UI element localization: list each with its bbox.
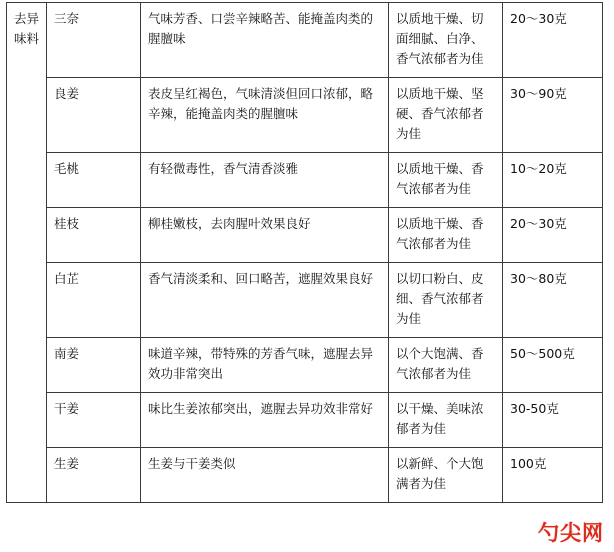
table-row bbox=[7, 208, 603, 263]
spice-name-cell: 毛桃 bbox=[47, 153, 141, 208]
table-row bbox=[7, 448, 603, 503]
category-cell: 去异味料 bbox=[7, 3, 47, 503]
table-row bbox=[7, 78, 603, 153]
spice-amount-cell: 30～90克 bbox=[503, 78, 603, 153]
spice-quality-cell: 以切口粉白、皮细、香气浓郁者为佳 bbox=[389, 263, 503, 338]
spice-name-cell: 桂枝 bbox=[47, 208, 141, 263]
table-row bbox=[7, 3, 603, 78]
spice-name-cell: 南姜 bbox=[47, 338, 141, 393]
spice-desc-cell: 有轻微毒性，香气清香淡雅 bbox=[141, 153, 389, 208]
spice-quality-cell: 以质地干燥、香气浓郁者为佳 bbox=[389, 208, 503, 263]
spice-amount-cell: 50～500克 bbox=[503, 338, 603, 393]
spice-quality-cell: 以质地干燥、坚硬、香气浓郁者为佳 bbox=[389, 78, 503, 153]
spice-amount-cell: 10～20克 bbox=[503, 153, 603, 208]
table-row bbox=[7, 393, 603, 448]
site-watermark: 勺尖网 bbox=[538, 521, 604, 545]
spice-amount-cell: 20～30克 bbox=[503, 3, 603, 78]
spice-table bbox=[6, 2, 603, 503]
spice-amount-cell: 30～80克 bbox=[503, 263, 603, 338]
spice-name-cell: 生姜 bbox=[47, 448, 141, 503]
spice-desc-cell: 味比生姜浓郁突出，遮腥去异功效非常好 bbox=[141, 393, 389, 448]
spice-table-container bbox=[6, 2, 602, 503]
spice-amount-cell: 20～30克 bbox=[503, 208, 603, 263]
spice-desc-cell: 香气清淡柔和、回口略苦，遮腥效果良好 bbox=[141, 263, 389, 338]
table-row bbox=[7, 338, 603, 393]
table-row bbox=[7, 263, 603, 338]
table-row bbox=[7, 153, 603, 208]
spice-amount-cell: 100克 bbox=[503, 448, 603, 503]
spice-quality-cell: 以质地干燥、香气浓郁者为佳 bbox=[389, 153, 503, 208]
spice-name-cell: 三奈 bbox=[47, 3, 141, 78]
spice-quality-cell: 以新鲜、个大饱满者为佳 bbox=[389, 448, 503, 503]
spice-quality-cell: 以干燥、美味浓郁者为佳 bbox=[389, 393, 503, 448]
spice-desc-cell: 柳桂嫩枝，去肉腥叶效果良好 bbox=[141, 208, 389, 263]
spice-desc-cell: 表皮呈红褐色，气味清淡但回口浓郁，略辛辣，能掩盖肉类的腥膻味 bbox=[141, 78, 389, 153]
spice-desc-cell: 气味芳香、口尝辛辣略苦、能掩盖肉类的腥膻味 bbox=[141, 3, 389, 78]
spice-amount-cell: 30-50克 bbox=[503, 393, 603, 448]
spice-desc-cell: 味道辛辣，带特殊的芳香气味，遮腥去异效功非常突出 bbox=[141, 338, 389, 393]
spice-name-cell: 干姜 bbox=[47, 393, 141, 448]
spice-quality-cell: 以个大饱满、香气浓郁者为佳 bbox=[389, 338, 503, 393]
spice-name-cell: 白芷 bbox=[47, 263, 141, 338]
spice-name-cell: 良姜 bbox=[47, 78, 141, 153]
spice-desc-cell: 生姜与干姜类似 bbox=[141, 448, 389, 503]
spice-quality-cell: 以质地干燥、切面细腻、白净、香气浓郁者为佳 bbox=[389, 3, 503, 78]
